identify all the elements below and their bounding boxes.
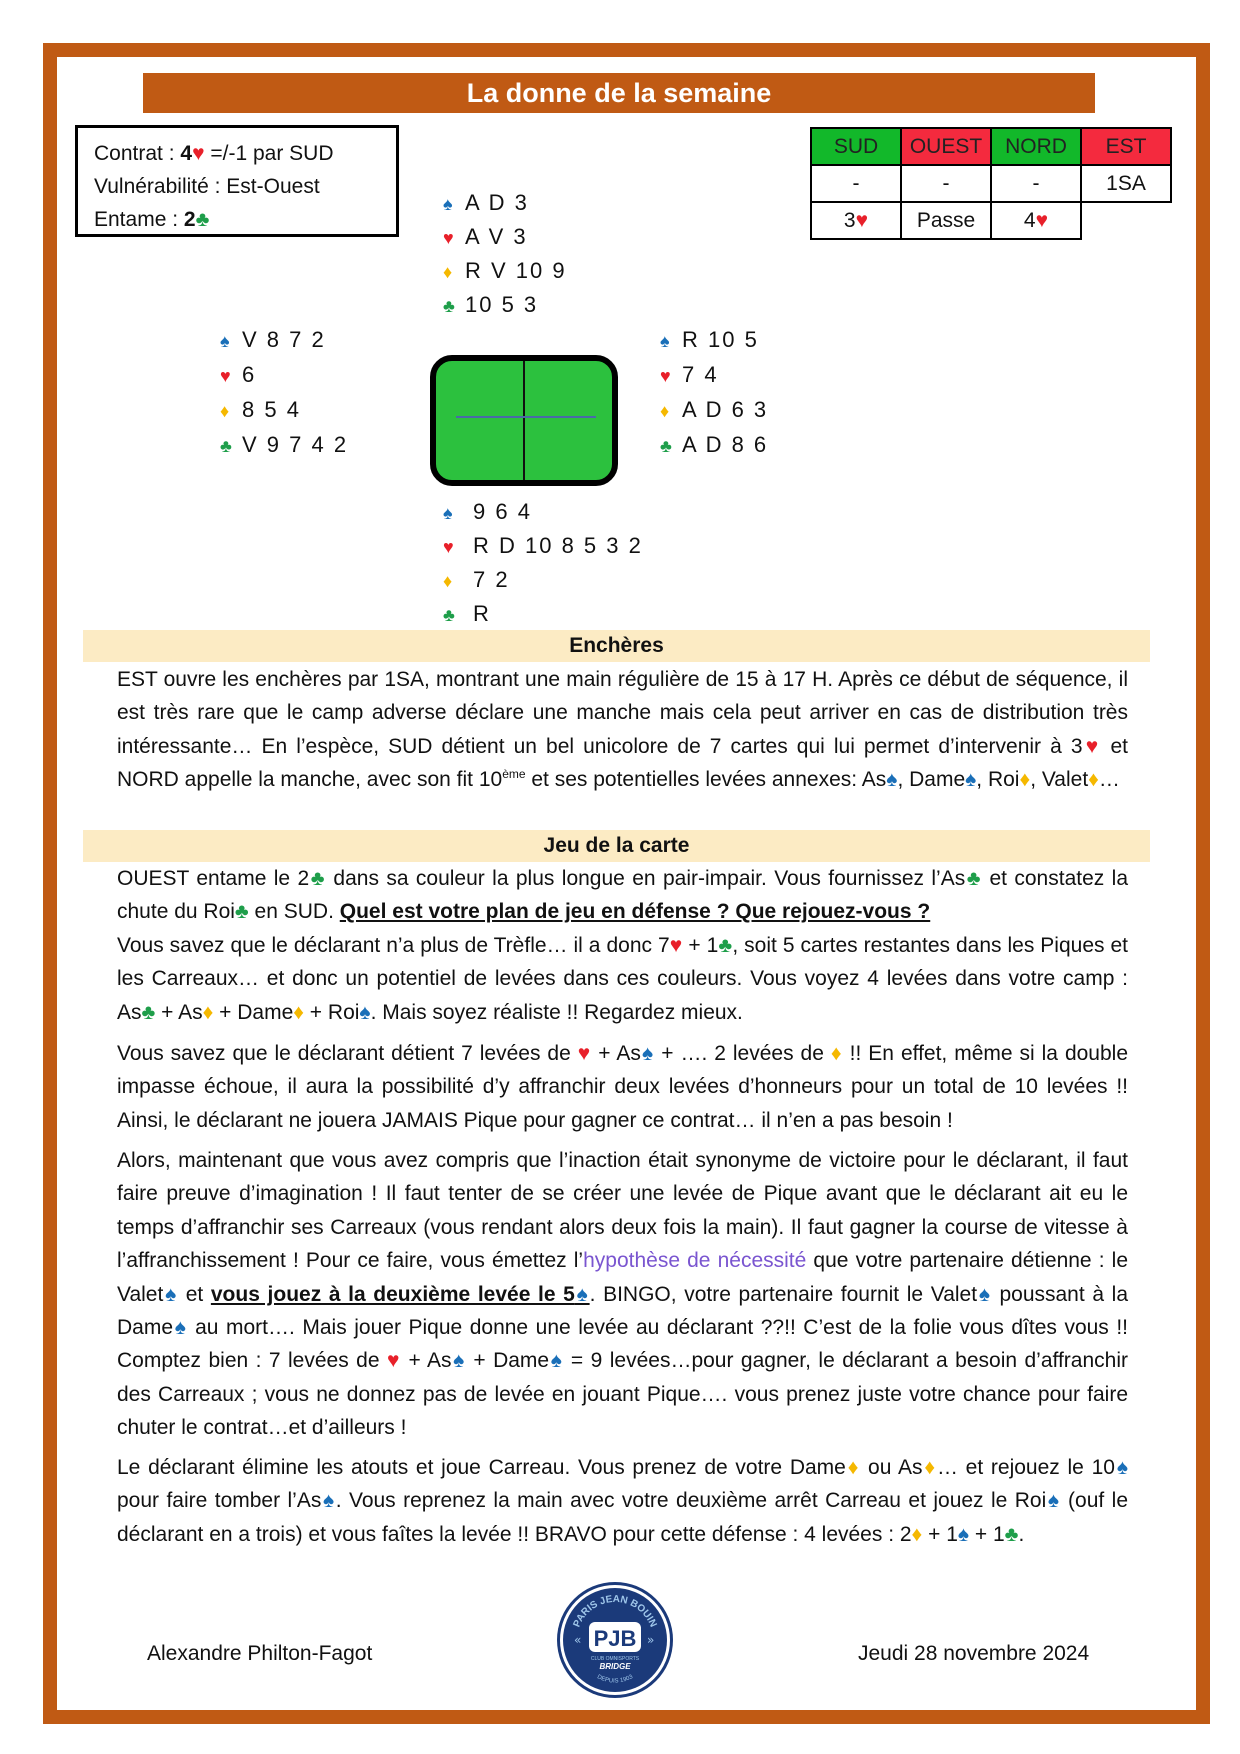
text-run: + 1 [682, 934, 719, 957]
spade-icon: ♠ [443, 503, 453, 523]
text-run: … et rejouez le 10 [936, 1456, 1115, 1479]
club-icon: ♣ [195, 208, 210, 231]
club-icon: ♣ [443, 605, 455, 625]
page-title: La donne de la semaine [143, 73, 1095, 113]
diamond-icon: ♦ [202, 1000, 214, 1024]
spade-icon: ♠ [163, 1282, 179, 1306]
text-run: , soit 5 cartes restantes dans les Piques et les Carreaux… et donc un potentiel de levées dans ces couleurs. Vous voyez 4 levées dans votre camp : As [117, 934, 1128, 1024]
text-run: + …. 2 levées de [654, 1042, 831, 1065]
text-run: en SUD. [248, 900, 340, 924]
logo-monogram: PJB [593, 1626, 637, 1651]
spade-icon: ♠ [443, 194, 453, 214]
paragraph-count [117, 929, 1128, 1029]
hand-line-hearts: ♥ R D 10 8 5 3 2 [443, 531, 643, 561]
bidding-header-row [811, 128, 1171, 165]
diamond-icon: ♦ [660, 401, 670, 421]
spade-icon: ♠ [173, 1316, 188, 1340]
hand-line-spades: ♠ A D 3 [443, 188, 529, 218]
club-icon: ♣ [718, 934, 733, 957]
club-icon: ♣ [443, 296, 455, 316]
hand-line-spades: ♠ V 8 7 2 [220, 325, 326, 355]
bridge-table-diagram [430, 355, 618, 486]
text-run: pour faire tomber l’As [117, 1489, 322, 1513]
bidding-header-nord: NORD [991, 128, 1081, 165]
text-run: = 9 levées…pour gagner, le déclarant a besoin d’affranchir des Carreaux ; vous ne donnez pas de levée en jouant Pique…. vous prenez juste votre chance pour faire chuter le contrat…et d’ailleurs ! [117, 1349, 1128, 1440]
hypothesis-link[interactable]: hypothèse de nécessité [583, 1249, 807, 1273]
spade-icon: ♠ [321, 1489, 336, 1513]
bidding-row [811, 165, 1171, 202]
text-run: , Dame [897, 768, 966, 792]
text-run: EST ouvre les enchères par 1SA, montrant une main régulière de 15 à 17 H. Après ce début de séquence, il est très rare que le camp adverse déclare une manche mais cela peut arriver en cas de distribution très intéressante… En l’espèce, SUD détient un bel unicolore de 7 cartes qui lui permet d’intervenir à 3 [117, 668, 1128, 758]
heart-icon: ♥ [386, 1349, 402, 1373]
club-logo [555, 1580, 675, 1700]
hand-line-hearts: ♥ 7 4 [660, 360, 719, 390]
hand-line-diamonds: ♦ R V 10 9 [443, 256, 567, 286]
diamond-icon: ♦ [845, 1456, 861, 1479]
heart-icon: ♥ [443, 537, 454, 557]
spade-icon: ♠ [886, 768, 898, 792]
spade-icon: ♠ [549, 1349, 564, 1373]
text-run: et constatez la chute du Roi [117, 867, 1128, 924]
heart-icon: ♥ [1082, 734, 1102, 758]
bid-cell: Passe [901, 202, 991, 239]
bid-cell: - [991, 165, 1081, 202]
spade-icon: ♠ [220, 331, 230, 351]
bidding-table [810, 127, 1172, 240]
text-run: !! En effet, même si la double impasse échoue, il aura la possibilité d’y affranchir deux levées d’honneurs pour un total de 10 levées !! Ainsi, le déclarant ne jouera JAMAIS Pique pour gagner ce contrat… il n’en a pas besoin ! [117, 1042, 1129, 1132]
club-icon: ♣ [234, 900, 249, 924]
spade-icon: ♠ [574, 1282, 590, 1306]
spade-icon: ♠ [1046, 1489, 1061, 1513]
key-question: Quel est votre plan de jeu en défense ? Que rejouez-vous ? [339, 900, 931, 924]
text-run: + Dame [213, 1000, 294, 1024]
club-icon: ♣ [141, 1000, 156, 1024]
contract-level: 4 [180, 142, 193, 165]
bid-cell: 3♥ [811, 202, 901, 239]
club-icon: ♣ [220, 436, 232, 456]
spade-icon: ♠ [977, 1282, 992, 1306]
diamond-icon: ♦ [293, 1000, 304, 1024]
text-run: + Roi [303, 1000, 360, 1024]
heart-icon: ♥ [660, 366, 671, 386]
text-run: . BINGO, votre partenaire fournit le Valet [589, 1282, 978, 1306]
diamond-icon: ♦ [922, 1456, 937, 1479]
laurel-left-icon: « [574, 1633, 582, 1647]
spade-icon: ♠ [451, 1349, 466, 1373]
bid-cell-empty [1081, 202, 1171, 239]
author-name: Alexandre Philton-Fagot [147, 1642, 373, 1665]
diamond-icon: ♦ [220, 401, 230, 421]
text-run: dans sa couleur la plus longue en pair-impair. Vous fournissez l’As [326, 867, 966, 890]
diamond-icon: ♦ [443, 571, 453, 591]
bid-cell: 4♥ [991, 202, 1081, 239]
paragraph-encheres [117, 663, 1128, 797]
heart-icon: ♥ [1035, 208, 1049, 232]
section-header-jeu-de-la-carte: Jeu de la carte [83, 830, 1150, 862]
hand-line-diamonds: ♦ A D 6 3 [660, 395, 768, 425]
contract-line: Contrat : 4♥ =/-1 par SUD [94, 142, 334, 165]
text-run: vous jouez à la deuxième levée le 5 [210, 1282, 575, 1306]
club-icon: ♣ [660, 436, 672, 456]
spade-icon: ♠ [660, 331, 670, 351]
text-run: poussant à la Dame [117, 1282, 1128, 1340]
text-run: Vous savez que le déclarant détient 7 levées de [117, 1042, 578, 1065]
spade-icon: ♠ [965, 768, 977, 792]
text-run: + Dame [465, 1349, 550, 1373]
text-run: . Mais soyez réaliste !! Regardez mieux. [370, 1000, 743, 1024]
text-run: . Vous reprenez la main avec votre deuxième arrêt Carreau et jouez le Roi [335, 1489, 1047, 1513]
text-run: ou As [860, 1456, 923, 1479]
diamond-icon: ♦ [1088, 768, 1099, 792]
text-run: + As [401, 1349, 452, 1373]
vulnerability-line: Vulnérabilité : Est-Ouest [94, 175, 320, 198]
text-run: Le déclarant élimine les atouts et joue Carreau. Vous prenez de votre Dame [117, 1456, 846, 1479]
spade-icon: ♠ [359, 1000, 371, 1024]
diamond-icon: ♦ [911, 1522, 923, 1546]
contract-box [75, 125, 399, 237]
text-run: + 1 [969, 1522, 1005, 1546]
club-icon: ♣ [309, 867, 327, 890]
text-run: , Valet [1030, 768, 1089, 792]
publication-date: Jeudi 28 novembre 2024 [858, 1642, 1090, 1665]
text-run: OUEST entame le 2 [117, 867, 310, 890]
logo-subtitle: CLUB OMNISPORTS [590, 1656, 640, 1662]
bidding-header-est: EST [1081, 128, 1171, 165]
text-run: + 1 [922, 1522, 958, 1546]
diamond-icon: ♦ [443, 262, 453, 282]
table-divider-horizontal [456, 416, 596, 418]
text-run: . [1018, 1522, 1025, 1546]
text-run: et ses potentielles levées annexes: As [525, 768, 887, 792]
text-run: (ouf le déclarant en a trois) et vous faîtes la levée !! BRAVO pour cette défense : 4 levées : 2 [117, 1489, 1128, 1546]
text-run: , Roi [976, 768, 1020, 792]
hand-line-hearts: ♥ A V 3 [443, 222, 528, 252]
table-divider-vertical [523, 361, 525, 480]
section-header-encheres: Enchères [83, 630, 1150, 662]
logo-text-bottom: DEPUIS 1903 [596, 1674, 635, 1685]
lead-line: Entame : 2♣ [94, 208, 210, 231]
text-run: + As [155, 1000, 203, 1024]
diamond-icon: ♦ [830, 1042, 843, 1065]
laurel-right-icon: » [647, 1633, 655, 1647]
diamond-icon: ♦ [1019, 768, 1031, 792]
text-run: Vous savez que le déclarant n’a plus de Trèfle… il a donc 7 [117, 934, 670, 957]
bid-cell: - [901, 165, 991, 202]
hand-line-spades: ♠ 9 6 4 [443, 497, 532, 527]
hand-line-diamonds: ♦ 8 5 4 [220, 395, 301, 425]
hand-line-hearts: ♥ 6 [220, 360, 256, 390]
club-icon: ♣ [1004, 1522, 1019, 1546]
hand-line-diamonds: ♦ 7 2 [443, 565, 510, 595]
hand-line-spades: ♠ R 10 5 [660, 325, 759, 355]
club-icon: ♣ [965, 867, 983, 890]
text-run: et [178, 1282, 211, 1306]
logo-text-top: PARIS JEAN BOUIN [571, 1593, 659, 1629]
heart-icon: ♥ [220, 366, 231, 386]
spade-icon: ♠ [957, 1522, 970, 1546]
key-play [211, 1283, 590, 1306]
bid-cell: - [811, 165, 901, 202]
heart-icon: ♥ [669, 934, 683, 957]
text-run: au mort…. Mais jouer Pique donne une levée au déclarant ??!! C’est de la folie vous dîtes vous !! Comptez bien : 7 levées de [117, 1316, 1129, 1373]
heart-icon: ♥ [192, 142, 205, 165]
heart-icon: ♥ [443, 228, 454, 248]
spade-icon: ♠ [1114, 1456, 1128, 1479]
bidding-header-ouest: OUEST [901, 128, 991, 165]
paragraph-lead [117, 862, 1128, 929]
hand-line-clubs: ♣ V 9 7 4 2 [220, 430, 348, 460]
logo-bridge: BRIDGE [599, 1662, 631, 1671]
bid-cell: 1SA [1081, 165, 1171, 202]
bidding-header-sud: SUD [811, 128, 901, 165]
heart-icon: ♥ [577, 1042, 592, 1065]
hand-line-clubs: ♣ A D 8 6 [660, 430, 768, 460]
lead-card: 2 [183, 208, 196, 231]
heart-icon: ♥ [855, 208, 869, 232]
paragraph-conclusion [117, 1451, 1128, 1551]
bidding-row [811, 202, 1171, 239]
text-run: … [1098, 768, 1120, 792]
text-run: + As [591, 1042, 641, 1065]
paragraph-imagination [117, 1144, 1128, 1445]
text-run: que votre partenaire détienne : le Valet [117, 1249, 1129, 1306]
paragraph-declarer-tricks [117, 1037, 1128, 1137]
text-run: et NORD appelle la manche, avec son fit 10 [117, 734, 1128, 792]
hand-line-clubs: ♣ 10 5 3 [443, 290, 538, 320]
text-run: ème [502, 767, 526, 782]
spade-icon: ♠ [640, 1042, 655, 1065]
hand-line-clubs: ♣ R [443, 599, 491, 629]
text-run: Alors, maintenant que vous avez compris que l’inaction était synonyme de victoire pour le déclarant, il faut faire preuve d’imagination ! Il faut tenter de se créer une levée de Pique avant que le déclarant ait eu le temps d’affranchir ses Carreaux (vous rendant alors deux fois la main). Il faut gagner la course de vitesse à l’affranchissement ! Pour ce faire, vous émettez l’ [117, 1149, 1128, 1273]
